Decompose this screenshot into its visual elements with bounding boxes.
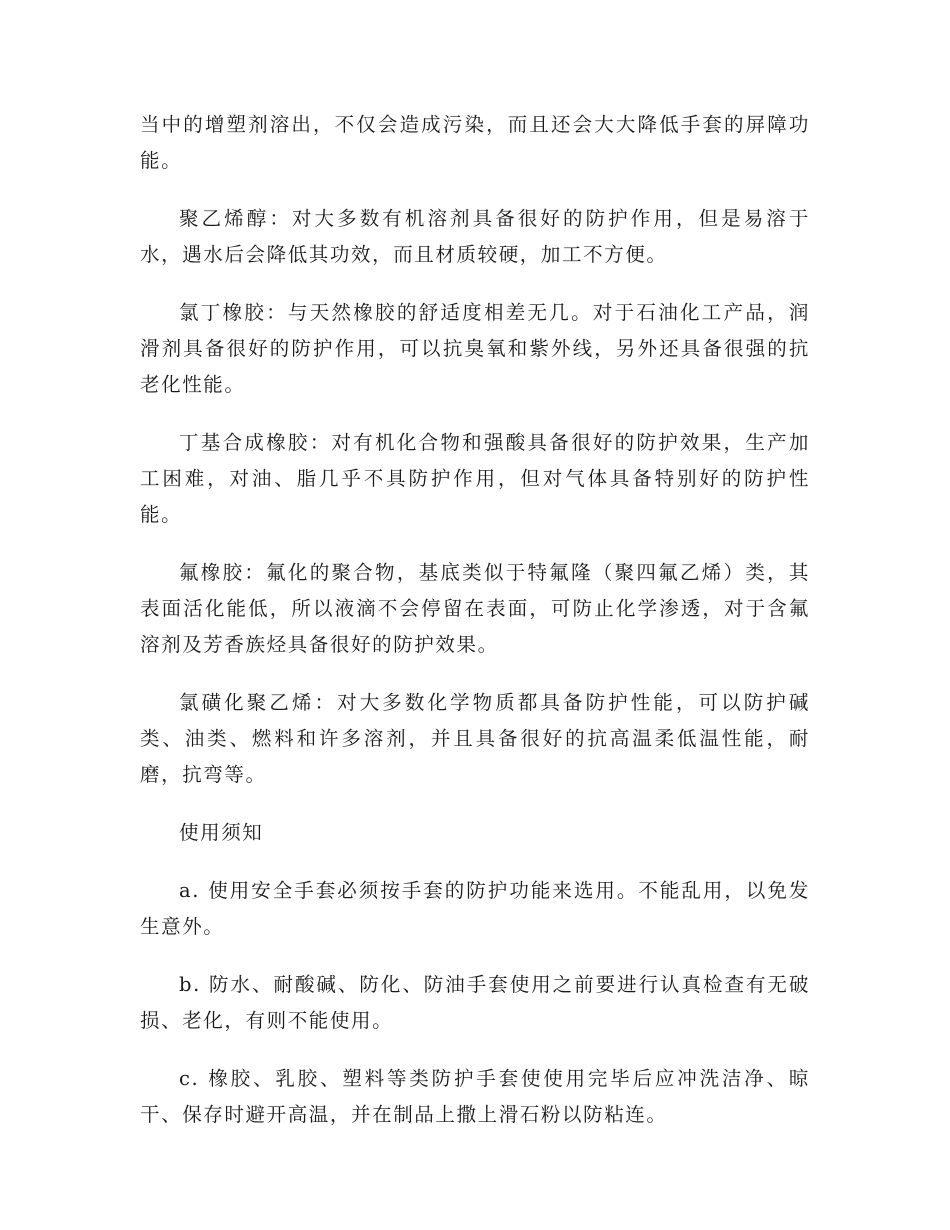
section-heading-usage-notes: 使用须知 xyxy=(179,821,264,844)
paragraph-fluororubber: 氟橡胶：氟化的聚合物，基底类似于特氟隆（聚四氟乙烯）类，其表面活化能低，所以液滴不会停留在表面，可防止化学渗透，对于含氟溶剂及芳香族烃具备很好的防护效果。 xyxy=(140,561,810,656)
list-item-c: c. 橡胶、乳胶、塑料等类防护手套使使用完毕后应冲洗洁净、晾干、保存时避开高温，并在制品上撒上滑石粉以防粘连。 xyxy=(140,1067,810,1126)
paragraph-continuation: 当中的增塑剂溶出，不仅会造成污染，而且还会大大降低手套的屏障功能。 xyxy=(140,113,810,172)
paragraph-neoprene: 氯丁橡胶：与天然橡胶的舒适度相差无几。对于石油化工产品，润滑剂具备很好的防护作用，可以抗臭氧和紫外线，另外还具备很强的抗老化性能。 xyxy=(140,301,810,396)
paragraph-butyl-rubber: 丁基合成橡胶：对有机化合物和强酸具备很好的防护效果，生产加工困难，对油、脂几乎不具防护作用，但对气体具备特别好的防护性能。 xyxy=(140,431,810,526)
list-item-a: a. 使用安全手套必须按手套的防护功能来选用。不能乱用，以免发生意外。 xyxy=(140,879,810,938)
paragraph-chlorosulfonated-polyethylene: 氯磺化聚乙烯：对大多数化学物质都具备防护性能，可以防护碱类、油类、燃料和许多溶剂，并且具备很好的抗高温柔低温性能，耐磨，抗弯等。 xyxy=(140,691,810,786)
paragraph-polyvinyl-alcohol: 聚乙烯醇：对大多数有机溶剂具备很好的防护作用，但是易溶于水，遇水后会降低其功效，而且材质较硬，加工不方便。 xyxy=(140,207,810,266)
document-body xyxy=(140,107,810,1155)
list-item-b: b. 防水、耐酸碱、防化、防油手套使用之前要进行认真检查有无破损、老化，有则不能使用。 xyxy=(140,973,810,1032)
